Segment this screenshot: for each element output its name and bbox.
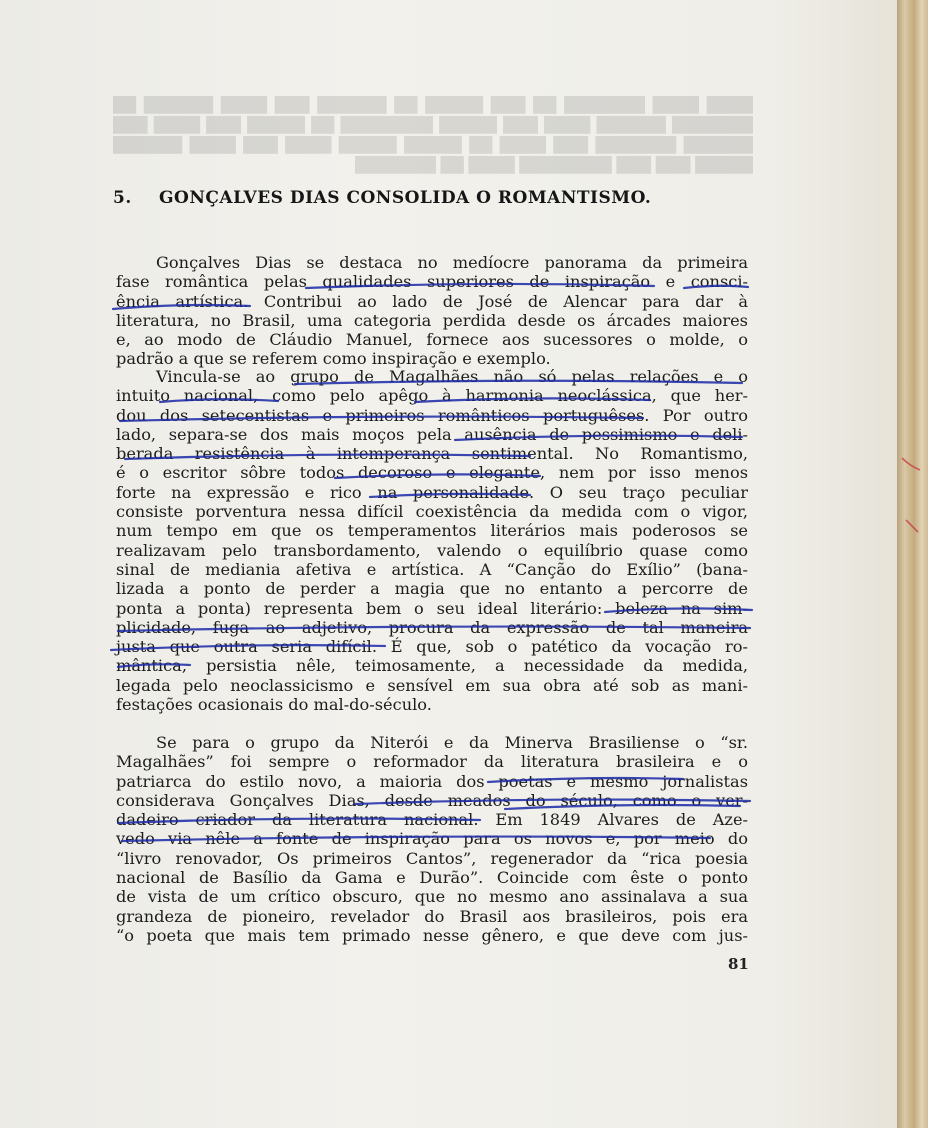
text-line: nacional de Basílio da Gama e Durão”. Coincide com êste o ponto bbox=[116, 868, 748, 888]
text-line: legada pelo neoclassicismo e sensível em sua obra até sob as mani- bbox=[116, 675, 748, 695]
text-line: dadeiro criador da literatura nacional. Em 1849 Alvares de Aze- bbox=[116, 810, 748, 830]
text-line: grandeza de pioneiro, revelador do Brasil aos brasileiros, pois era bbox=[116, 906, 748, 926]
text-line: lizada a ponto de perder a magia que no entanto a percorre de bbox=[116, 579, 748, 599]
text-line: dou dos setecentistas e primeiros românticos portuguêses. Por outro bbox=[116, 405, 748, 425]
text-line: lado, separa-se dos mais moços pela ausência de pessimismo e deli- bbox=[116, 424, 748, 444]
text-line: mântica, persistia nêle, teimosamente, a necessidade da medida, bbox=[116, 656, 748, 676]
text-line: sinal de mediania afetiva e artística. A “Canção do Exílio” (bana- bbox=[116, 559, 748, 579]
section-title: GONÇALVES DIAS CONSOLIDA O ROMANTISMO. bbox=[159, 188, 652, 208]
text-line: “o poeta que mais tem primado nesse gênero, e que deve com jus- bbox=[116, 925, 748, 945]
text-line: ponta a ponta) representa bem o seu ideal literário: beleza na sim- bbox=[116, 598, 748, 618]
text-line: Se para o grupo da Niterói e da Minerva Brasiliense o “sr. bbox=[156, 733, 748, 752]
text-line: Vincula-se ao grupo de Magalhães não só pelas relações e o bbox=[156, 367, 748, 386]
text-line: fase romântica pelas qualidades superiores de inspiração e consci- bbox=[116, 272, 748, 292]
text-line: é o escritor sôbre todos decoroso e elegante, nem por isso menos bbox=[116, 463, 748, 483]
text-line: e, ao modo de Cláudio Manuel, fornece aos sucessores o molde, o bbox=[116, 330, 748, 350]
text-line: ência artística. Contribui ao lado de José de Alencar para dar à bbox=[116, 291, 748, 311]
text-line: considerava Gonçalves Dias, desde meados do século, como o ver- bbox=[116, 790, 748, 810]
text-line: “livro renovador, Os primeiros Cantos”, regenerador da “rica poesia bbox=[116, 848, 748, 868]
bleed-through-text: ████ ████ ███████ ██ ███ █████ ██ ██████ ███ ████ ██████ ██ ███████ ██████ ████ ███ █████ ████████ ██ █████ ███ ████ ███ ██████ ███████ ███ ████ ██ █████ █████ ████ ███ ████ ██████ █████ ███ ███ ████████ ████ ██ ███████ bbox=[113, 96, 753, 174]
text-line: realizavam pelo transbordamento, valendo o equilíbrio quase como bbox=[116, 540, 748, 560]
page-number: 81 bbox=[728, 955, 749, 973]
paragraph-2 bbox=[116, 367, 748, 714]
text-line: num tempo em que os temperamentos literários mais poderosos se bbox=[116, 521, 748, 541]
text-line: literatura, no Brasil, uma categoria perdida desde os árcades maiores bbox=[116, 310, 748, 330]
text-line: justa que outra seria difícil. É que, sob o patético da vocação ro- bbox=[116, 637, 748, 657]
section-heading bbox=[113, 188, 753, 208]
paragraph-3 bbox=[116, 733, 748, 945]
text-line: consiste porventura nessa difícil coexistência da medida com o vigor, bbox=[116, 502, 748, 522]
text-line: berada resistência à intemperança sentimental. No Romantismo, bbox=[116, 444, 748, 464]
text-line: de vista de um crítico obscuro, que no mesmo ano assinalava a sua bbox=[116, 887, 748, 907]
text-line: plicidade, fuga ao adjetivo, procura da expressão de tal maneira bbox=[116, 617, 748, 637]
text-line: festações ocasionais do mal-do-século. bbox=[116, 695, 432, 715]
text-line: Magalhães” foi sempre o reformador da literatura brasileira e o bbox=[116, 752, 748, 772]
section-number: 5. bbox=[113, 188, 132, 208]
text-line: patriarca do estilo novo, a maioria dos poetas e mesmo jornalistas bbox=[116, 771, 748, 791]
text-line: Gonçalves Dias se destaca no medíocre panorama da primeira bbox=[156, 253, 748, 272]
page-edge-stack bbox=[897, 0, 928, 1128]
text-line: vedo via nêle a fonte de inspiração para os novos e, por meio do bbox=[116, 829, 748, 849]
text-line: forte na expressão e rico na personalidade. O seu traço peculiar bbox=[116, 482, 748, 502]
text-line: intuito nacional, como pelo apêgo à harmonia neoclássica, que her- bbox=[116, 386, 748, 406]
paragraph-1 bbox=[116, 253, 748, 369]
text-line: padrão a que se referem como inspiração e exemplo. bbox=[116, 349, 551, 369]
